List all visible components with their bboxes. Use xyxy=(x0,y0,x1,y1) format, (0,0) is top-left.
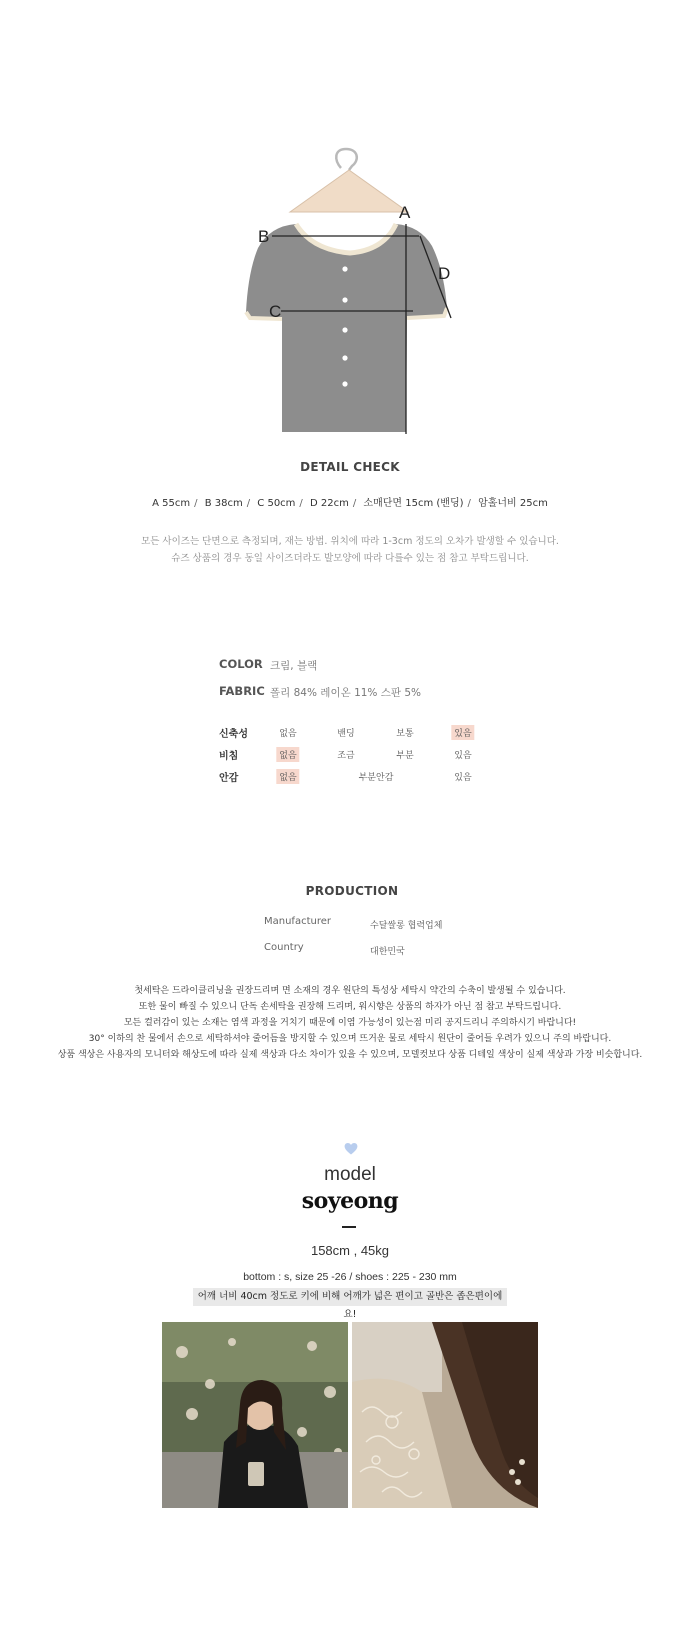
scale-option: 부분안감 xyxy=(358,773,394,783)
lace-detail-photo xyxy=(352,1322,538,1508)
dimension-b: B 38cm xyxy=(204,498,243,509)
hanger-icon xyxy=(290,149,408,212)
scale-option: 보통 xyxy=(396,729,414,739)
scale-option: 밴딩 xyxy=(337,729,355,739)
label-b: B xyxy=(258,227,270,246)
scale-option: 있음 xyxy=(454,773,472,783)
scale-option: 없음 xyxy=(279,729,297,739)
country-label: Country xyxy=(264,942,304,953)
measurement-note-line: 슈즈 상품의 경우 동일 사이즈더라도 발모양에 따라 다를수 있는 점 참고 부탁드립니다. xyxy=(171,553,529,564)
scale-option-selected: 없음 xyxy=(276,747,299,762)
model-name: soyeong xyxy=(301,1188,399,1214)
scale-option: 조금 xyxy=(337,751,355,761)
scale-option-selected: 없음 xyxy=(276,769,299,784)
dimension-a: A 55cm xyxy=(152,498,191,509)
model-stats: 158cm , 45kg xyxy=(310,1243,390,1258)
model-photo xyxy=(162,1322,348,1508)
care-notes xyxy=(0,983,700,1063)
fabric-label: FABRIC xyxy=(219,684,265,698)
measurement-note-line: 모든 사이즈는 단면으로 측정되며, 재는 방법. 위치에 따라 1-3cm 정도의 오차가 발생할 수 있습니다. xyxy=(141,536,559,547)
production-title: PRODUCTION xyxy=(305,884,399,898)
fabric-value: 폴리 84% 레이온 11% 스판 5% xyxy=(270,687,422,699)
heart-icon xyxy=(344,1142,358,1156)
country-value: 대한민국 xyxy=(370,947,405,957)
detail-check-title: DETAIL CHECK xyxy=(300,460,400,474)
scale-label: 비침 xyxy=(219,751,239,762)
garment-measurement-diagram xyxy=(0,0,700,460)
care-note-line: 모든 컬러감이 있는 소재는 염색 과정을 거치기 때문에 이염 가능성이 있는점 미리 공지드리니 주의하시기 바랍니다! xyxy=(123,1018,577,1028)
scale-stretch xyxy=(0,725,700,741)
model-label: model xyxy=(324,1164,376,1185)
label-d: D xyxy=(438,264,451,283)
color-value: 크림, 블랙 xyxy=(270,660,318,672)
label-c: C xyxy=(269,302,282,321)
dimension-c: C 50cm xyxy=(257,498,296,509)
scale-lining xyxy=(0,769,700,785)
scale-option: 있음 xyxy=(454,751,472,761)
color-label: COLOR xyxy=(219,657,263,671)
dimension-sleeve: 소매단면 15cm (밴딩) xyxy=(363,498,464,509)
manufacturer-value: 수달쌀롱 협력업체 xyxy=(370,921,443,931)
scale-option-selected: 있음 xyxy=(451,725,474,740)
scale-label: 안감 xyxy=(219,773,239,784)
dimensions-line: A 55cm / B 38cm / C 50cm / D 22cm / 소매단면 15cm (밴딩) / 암홀너비 25cm xyxy=(152,498,548,509)
care-note-line: 상품 색상은 사용자의 모니터와 해상도에 따라 실제 색상과 다소 차이가 있을 수 있으며, 모델컷보다 상품 디테일 색상이 실제 색상과 가장 비슷합니다. xyxy=(57,1050,643,1060)
measurement-notes xyxy=(0,533,700,567)
model-divider xyxy=(342,1226,356,1228)
model-fit-note: 어깨 너비 40cm 정도로 키에 비해 어깨가 넓은 편이고 골반은 좁은편이에요! xyxy=(193,1288,507,1306)
model-sizes: bottom : s, size 25 -26 / shoes : 225 - 230 mm xyxy=(243,1271,457,1283)
dimension-armhole: 암홀너비 25cm xyxy=(478,498,548,509)
dimension-d: D 22cm xyxy=(309,498,349,509)
care-note-line: 또한 물이 빠질 수 있으니 단독 손세탁을 권장해 드리며, 워시향은 상품의 하자가 아닌 점 참고 부탁드립니다. xyxy=(138,1002,562,1012)
scale-sheerness xyxy=(0,747,700,763)
care-note-line: 30° 이하의 찬 물에서 손으로 세탁하셔야 줄어듬을 방지할 수 있으며 뜨거운 물로 세탁시 원단이 줄어들 우려가 있으니 주의 바랍니다. xyxy=(88,1034,612,1044)
care-note-line: 첫세탁은 드라이클리닝을 권장드리며 면 소재의 경우 원단의 특성상 세탁시 약간의 수축이 발생될 수 있습니다. xyxy=(134,986,566,996)
scale-option: 부분 xyxy=(396,751,414,761)
label-a: A xyxy=(399,203,411,222)
scale-label: 신축성 xyxy=(219,729,248,740)
manufacturer-label: Manufacturer xyxy=(264,916,331,927)
blouse-illustration xyxy=(246,224,447,432)
